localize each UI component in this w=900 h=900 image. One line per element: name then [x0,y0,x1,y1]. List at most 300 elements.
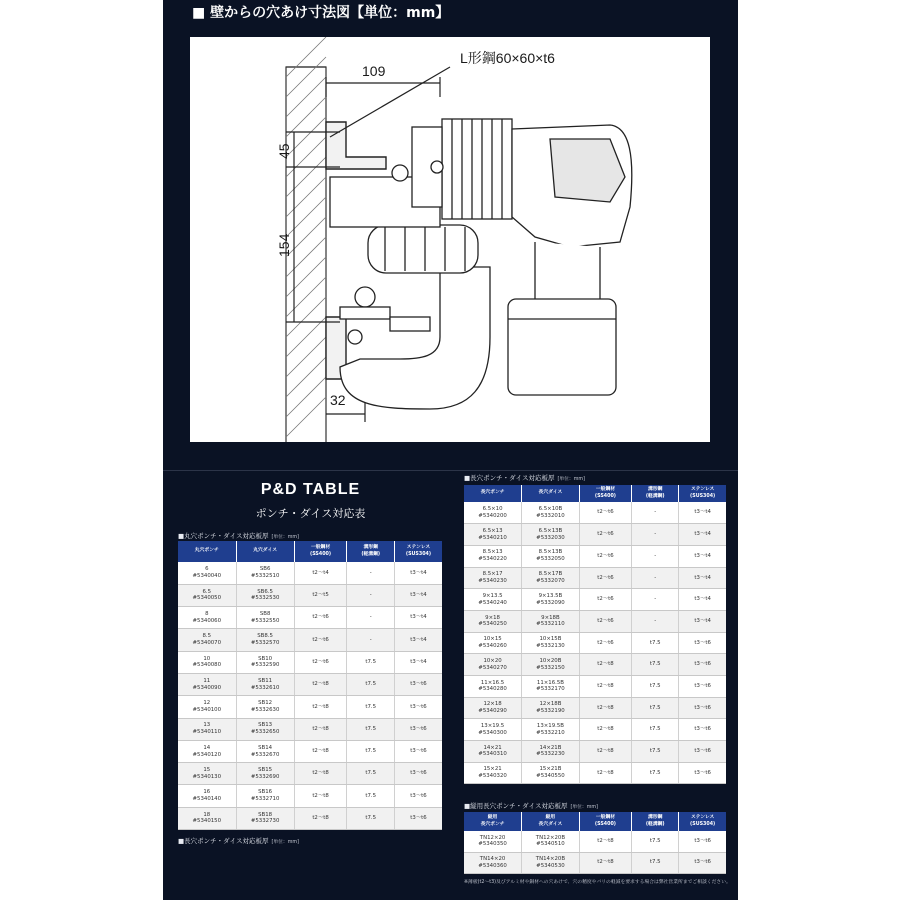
column-header-line1: ステンレス [406,545,431,551]
channel-cell [632,762,679,784]
die-code: #5332510 [250,572,280,579]
sus304: t3〜t4 [410,636,427,643]
punch-code: #5340210 [478,534,507,541]
sus304: t3〜t6 [410,815,427,822]
ss400-cell [579,741,631,763]
table-row [178,651,442,673]
die-code: #5332230 [536,751,565,758]
channel: - [654,531,657,538]
channel: t7.5 [365,658,377,665]
punch-size: 6.5 [202,588,212,595]
column-header-line2: (SUS304) [405,551,432,557]
column-header [679,812,726,831]
die-code: #5332690 [250,773,280,780]
sus304-cell [679,502,726,524]
sus304-cell [394,807,442,829]
table-row [178,584,442,606]
table-row [178,562,442,584]
sus304: t3〜t6 [410,681,427,688]
table-row [464,852,726,873]
punch-size: 15×21 [483,766,502,773]
die-cell [522,654,580,676]
die-cell [236,584,294,606]
die-code: #5332190 [536,708,565,715]
punch-cell [464,741,522,763]
die-code: #5332710 [250,796,280,803]
oblong-left-label-text: ■長穴ポンチ・ダイス対応板厚 [178,837,269,845]
channel-cell [632,632,679,654]
punch-size: 8 [205,610,209,617]
channel: t7.5 [649,769,661,776]
sus304: t3〜t6 [694,748,711,755]
punch-cell [178,651,236,673]
punch-cell [464,654,522,676]
table-header-row [464,485,726,502]
punch-size: 10×20 [483,657,502,664]
ss400: t2〜t4 [312,569,329,576]
channel-cell [632,852,679,873]
channel-cell [347,584,395,606]
sus304: t3〜t6 [694,837,711,844]
channel: - [369,569,372,576]
sus304: t3〜t4 [410,569,427,576]
die-cell [236,651,294,673]
dim-154: 154 [276,233,292,257]
punch-cell [464,632,522,654]
punch-cell [178,718,236,740]
channel: t7.5 [365,792,377,799]
die-size: SB8.5 [257,633,273,640]
ss400-cell [294,740,347,762]
die-size: SB16 [258,789,273,796]
channel-cell [632,545,679,567]
punch-size: 6.5×13 [482,527,503,534]
punch-cell [464,610,522,632]
sus304-cell [394,718,442,740]
channel-cell [347,673,395,695]
column-header-line2: (SUS304) [690,493,716,499]
punch-size: 6.5×10 [482,505,503,512]
punch-code: #5340230 [478,577,507,584]
ss400: t2〜t8 [597,682,614,689]
die-size: 9×13.5B [538,592,563,599]
vertical-unit-text: [単位：mm] [570,805,598,810]
sus304-cell [679,697,726,719]
column-header-line2: (SS400) [310,551,332,557]
die-code: #5332030 [536,534,565,541]
column-header-line2: 長穴ダイス [538,821,563,827]
punch-code: #5340270 [478,664,507,671]
table-row [464,741,726,763]
ss400-cell [579,719,631,741]
sus304-cell [679,831,726,852]
channel-cell [632,719,679,741]
channel: t7.5 [649,748,661,755]
ss400: t2〜t8 [597,859,614,866]
ss400-cell [579,831,631,852]
channel-cell [347,562,395,584]
ss400: t2〜t8 [597,661,614,668]
channel: t7.5 [365,815,377,822]
ss400: t2〜t8 [597,704,614,711]
sus304: t3〜t6 [694,859,711,866]
ss400-cell [294,651,347,673]
punch-cell [464,831,522,852]
die-cell [236,807,294,829]
sus304-cell [394,740,442,762]
die-size: SB10 [258,655,273,662]
table-row [464,719,726,741]
column-header-line2: (軽溝鋼) [645,493,665,499]
pd-table-title: P&D TABLE [260,481,361,498]
channel: t7.5 [365,770,377,777]
ss400: t2〜t8 [597,837,614,844]
punch-code: #5340040 [192,572,222,579]
die-cell [236,696,294,718]
oblong-left-unit-text: [単位：mm] [271,840,299,845]
channel: t7.5 [649,859,661,866]
channel: - [369,636,372,643]
punch-size: 14 [203,744,211,751]
channel: t7.5 [365,681,377,688]
sus304-cell [394,584,442,606]
die-code: #5332630 [250,706,280,713]
ss400-cell [579,610,631,632]
channel-cell [347,785,395,807]
ss400-cell [294,785,347,807]
die-cell [522,676,580,698]
dim-32: 32 [330,392,346,408]
die-size: SB8 [259,610,271,617]
column-header-line1: 丸穴ポンチ [194,548,219,554]
sus304-cell [394,673,442,695]
ss400: t2〜t6 [312,636,329,643]
die-cell [236,785,294,807]
sus304-cell [679,632,726,654]
die-size: SB6 [259,566,271,573]
punch-code: #5340120 [192,751,222,758]
punch-code: #5340060 [192,617,222,624]
punch-size: 16 [203,789,211,796]
sus304: t3〜t4 [694,596,711,603]
ss400: t2〜t8 [312,748,329,755]
punch-code: #5340320 [478,773,507,780]
sus304: t3〜t4 [410,658,427,665]
ss400-cell [579,697,631,719]
die-cell [236,673,294,695]
column-header [632,812,679,831]
sus304-cell [679,741,726,763]
sus304: t3〜t6 [694,661,711,668]
punch-cell [178,584,236,606]
punch-code: #5340250 [478,621,507,628]
die-cell [522,831,580,852]
column-header-line2: (SS400) [594,493,616,499]
column-header [178,541,236,562]
column-header-line2: (SUS304) [690,821,716,827]
die-code: #5332590 [250,662,280,669]
sus304: t3〜t6 [694,704,711,711]
punch-cell [464,697,522,719]
die-cell [522,589,580,611]
puncher-dimension-drawing [190,37,710,442]
die-cell [522,545,580,567]
punch-code: #5340100 [192,706,222,713]
ss400-cell [579,852,631,873]
column-header-line1: 溝形鋼 [648,815,663,821]
table-row [178,629,442,651]
column-header-line2: (軽溝鋼) [645,821,665,827]
punch-cell [464,589,522,611]
punch-cell [464,676,522,698]
ss400-cell [294,807,347,829]
die-cell [236,629,294,651]
column-header [632,485,679,502]
ss400: t2〜t6 [312,658,329,665]
punch-cell [464,545,522,567]
ss400: t2〜t6 [597,531,614,538]
die-cell [236,607,294,629]
column-header-line1: 一般鋼材 [595,815,616,821]
table-row [464,567,726,589]
punch-cell [178,763,236,785]
dim-109: 109 [362,63,386,79]
punch-code: #5340050 [192,595,222,602]
sus304-cell [679,654,726,676]
punch-size: 14×21 [483,744,502,751]
pd-table-subtitle: ポンチ・ダイス対応表 [255,508,366,520]
punch-size: 9×13.5 [482,592,503,599]
table-row [464,610,726,632]
channel-cell [632,831,679,852]
table-header-row [464,812,726,831]
punch-code: #5340080 [192,662,222,669]
column-header-line2: (SS400) [594,821,616,827]
column-header-line2: 長穴ポンチ [480,821,505,827]
die-code: #5332610 [250,684,280,691]
channel: t7.5 [365,748,377,755]
column-header-line1: 長穴ダイス [538,490,563,496]
die-code: #5332210 [536,729,565,736]
channel-cell [347,696,395,718]
column-header [464,485,522,502]
angle-steel-label: L形鋼60×60×t6 [460,50,555,66]
channel-cell [632,567,679,589]
sus304: t3〜t6 [694,769,711,776]
ss400-cell [294,562,347,584]
ss400-cell [579,632,631,654]
punch-size: 18 [203,811,211,818]
punch-size: 12×18 [483,701,502,708]
die-code: #5332670 [250,751,280,758]
punch-cell [464,524,522,546]
punch-cell [178,740,236,762]
column-header [347,541,395,562]
die-size: 9×18B [541,614,560,621]
punch-cell [464,567,522,589]
punch-size: TN14×20 [479,855,506,862]
column-header [522,485,580,502]
die-size: SB11 [258,677,273,684]
column-header-line1: 長穴ポンチ [480,490,505,496]
column-header [579,485,631,502]
die-size: 14×21B [539,744,562,751]
die-code: #5332090 [536,599,565,606]
ss400-cell [579,676,631,698]
sus304-cell [679,589,726,611]
punch-code: #5340290 [478,708,507,715]
channel: t7.5 [649,639,661,646]
sus304: t3〜t4 [694,574,711,581]
sus304: t3〜t6 [410,725,427,732]
sus304-cell [394,696,442,718]
sus304: t3〜t4 [694,509,711,516]
die-cell [522,852,580,873]
column-header-line1: 一般鋼材 [310,545,331,551]
column-header-line1: 縦用 [487,815,498,821]
die-cell [522,502,580,524]
sus304-cell [679,762,726,784]
punch-code: #5340090 [192,684,222,691]
punch-code: #5340150 [192,818,222,825]
column-header-line1: ステンレス [690,487,715,493]
table-row [464,762,726,784]
channel: - [654,617,657,624]
die-code: #5332170 [536,686,565,693]
channel: t7.5 [365,703,377,710]
punch-code: #5340360 [478,862,507,869]
channel-cell [632,610,679,632]
table-row [178,696,442,718]
table-row [464,589,726,611]
column-header-line1: 一般鋼材 [595,487,616,493]
die-cell [522,524,580,546]
die-cell [522,697,580,719]
channel: t7.5 [365,725,377,732]
punch-size: 8.5×13 [482,549,503,556]
die-code: #5340550 [536,773,565,780]
sus304-cell [679,567,726,589]
punch-cell [464,852,522,873]
column-header [579,812,631,831]
sus304-cell [394,763,442,785]
channel-cell [347,651,395,673]
die-code: #5340530 [536,862,565,869]
punch-size: 11×16.5 [480,679,505,686]
ss400-cell [294,763,347,785]
punch-code: #5340350 [478,841,507,848]
table-row [178,673,442,695]
dim-45: 45 [276,143,292,159]
die-size: SB14 [258,744,273,751]
ss400-cell [294,629,347,651]
ss400: t2〜t8 [312,792,329,799]
channel: t7.5 [649,726,661,733]
die-size: TN12×20B [535,834,566,841]
ss400-cell [579,654,631,676]
punch-cell [178,696,236,718]
punch-size: 12 [203,700,211,707]
table-row [464,697,726,719]
table-row [178,607,442,629]
footnote: ※薄板(t2〜t3)及びアルミ材や銅材への穴あけで、穴の精度やバリの軽減を要求する場合は弊社営業所までご相談ください。 [464,880,731,885]
punch-code: #5340240 [478,599,507,606]
table-row [464,502,726,524]
die-cell [236,740,294,762]
diagram-heading: ■ 壁からの穴あけ寸法図【単位：mm】 [192,5,450,21]
punch-size: 6 [205,566,209,573]
punch-cell [464,719,522,741]
sus304: t3〜t6 [410,703,427,710]
channel: - [654,552,657,559]
channel: - [369,614,372,621]
punch-size: 13×19.5 [480,722,505,729]
die-size: SB6.5 [257,588,273,595]
sus304: t3〜t6 [694,639,711,646]
ss400: t2〜t8 [312,725,329,732]
vertical-section-label [464,801,598,810]
sus304-cell [679,719,726,741]
channel-cell [347,718,395,740]
sus304-cell [679,852,726,873]
punch-code: #5340280 [478,686,507,693]
die-size: 13×19.5B [536,722,564,729]
punch-size: TN12×20 [479,834,506,841]
table-row [178,763,442,785]
oblong-unit-text: [単位：mm] [557,477,585,482]
die-cell [522,567,580,589]
sus304-cell [394,562,442,584]
die-code: #5332530 [250,595,280,602]
punch-size: 8.5 [202,633,212,640]
channel-cell [632,697,679,719]
table-row [178,740,442,762]
channel-cell [632,654,679,676]
channel-cell [347,763,395,785]
die-cell [522,632,580,654]
oblong-left-section-label [178,836,299,845]
ss400-cell [579,762,631,784]
table-header-row [178,541,442,562]
sus304: t3〜t4 [410,592,427,599]
ss400-cell [294,584,347,606]
die-cell [236,763,294,785]
channel-cell [347,607,395,629]
channel: - [654,596,657,603]
die-cell [522,610,580,632]
table-row [464,545,726,567]
column-header [294,541,347,562]
channel-cell [632,524,679,546]
die-size: 6.5×10B [538,505,563,512]
column-header [236,541,294,562]
die-cell [236,718,294,740]
column-header [394,541,442,562]
punch-code: #5340220 [478,556,507,563]
punch-size: 13 [203,722,211,729]
channel: t7.5 [649,837,661,844]
die-code: #5332130 [536,642,565,649]
table-row [464,524,726,546]
punch-cell [178,562,236,584]
punch-size: 9×18 [485,614,500,621]
channel: t7.5 [649,704,661,711]
die-size: 11×16.5B [536,679,564,686]
sus304-cell [679,676,726,698]
channel: - [369,592,372,599]
sus304: t3〜t4 [694,531,711,538]
channel-cell [632,741,679,763]
